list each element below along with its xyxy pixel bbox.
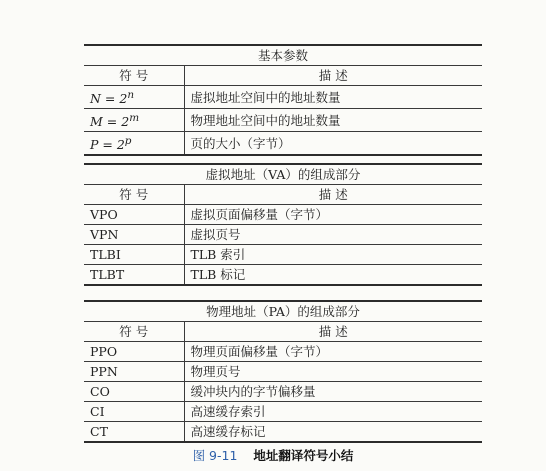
symbol-column-header: 符 号 [84, 322, 184, 342]
table-header-row [84, 185, 482, 205]
table-row [84, 362, 482, 382]
table-header-row [84, 322, 482, 342]
description-cell: TLB 索引 [184, 245, 482, 265]
symbol-base: N = 2 [90, 91, 128, 107]
description-cell: 缓冲块内的字节偏移量 [184, 382, 482, 402]
description-column-header: 描 述 [184, 66, 482, 86]
table-row [84, 382, 482, 402]
table-title: 基本参数 [84, 45, 482, 66]
table-title-row [84, 301, 482, 322]
table-row [84, 342, 482, 362]
symbol-exponent: m [129, 112, 140, 125]
symbol-cell [84, 86, 184, 109]
symbol-cell: CT [84, 422, 184, 443]
symbol-cell: VPN [84, 225, 184, 245]
table-row [84, 86, 482, 109]
table-row [84, 402, 482, 422]
description-column-header: 描 述 [184, 322, 482, 342]
table-row [84, 205, 482, 225]
symbol-base: M = 2 [90, 114, 130, 130]
virtual-address-table [84, 163, 482, 286]
physical-address-table [84, 300, 482, 443]
description-cell: 虚拟页面偏移量（字节） [184, 205, 482, 225]
description-cell: 虚拟页号 [184, 225, 482, 245]
table-row [84, 132, 482, 156]
description-cell: 物理页面偏移量（字节） [184, 342, 482, 362]
table-row [84, 422, 482, 443]
table-title-row [84, 164, 482, 185]
description-cell: 虚拟地址空间中的地址数量 [184, 86, 482, 109]
symbol-cell: CO [84, 382, 184, 402]
symbol-cell: VPO [84, 205, 184, 225]
figure-title: 地址翻译符号小结 [253, 448, 354, 463]
symbol-cell [84, 109, 184, 132]
symbol-exponent: n [127, 89, 135, 101]
basic-parameters-table [84, 44, 482, 156]
table-title: 物理地址（PA）的组成部分 [84, 301, 482, 322]
table-row [84, 265, 482, 286]
symbol-cell: CI [84, 402, 184, 422]
description-cell: 物理页号 [184, 362, 482, 382]
description-cell: TLB 标记 [184, 265, 482, 286]
symbol-cell: TLBT [84, 265, 184, 286]
symbol-cell: PPN [84, 362, 184, 382]
figure-caption [0, 446, 546, 464]
table-row [84, 225, 482, 245]
symbol-cell [84, 132, 184, 156]
description-cell: 物理地址空间中的地址数量 [184, 109, 482, 132]
table-row [84, 109, 482, 132]
symbol-exponent: p [124, 135, 132, 148]
symbol-cell: PPO [84, 342, 184, 362]
description-cell: 页的大小（字节） [184, 132, 482, 156]
description-cell: 高速缓存标记 [184, 422, 482, 443]
table-title: 虚拟地址（VA）的组成部分 [84, 164, 482, 185]
table-row [84, 245, 482, 265]
symbol-column-header: 符 号 [84, 185, 184, 205]
symbol-column-header: 符 号 [84, 66, 184, 86]
table-header-row [84, 66, 482, 86]
description-cell: 高速缓存索引 [184, 402, 482, 422]
figure-number: 图 9-11 [192, 448, 238, 463]
symbol-cell: TLBI [84, 245, 184, 265]
symbol-base: P = 2 [90, 137, 125, 153]
description-column-header: 描 述 [184, 185, 482, 205]
table-title-row [84, 45, 482, 66]
